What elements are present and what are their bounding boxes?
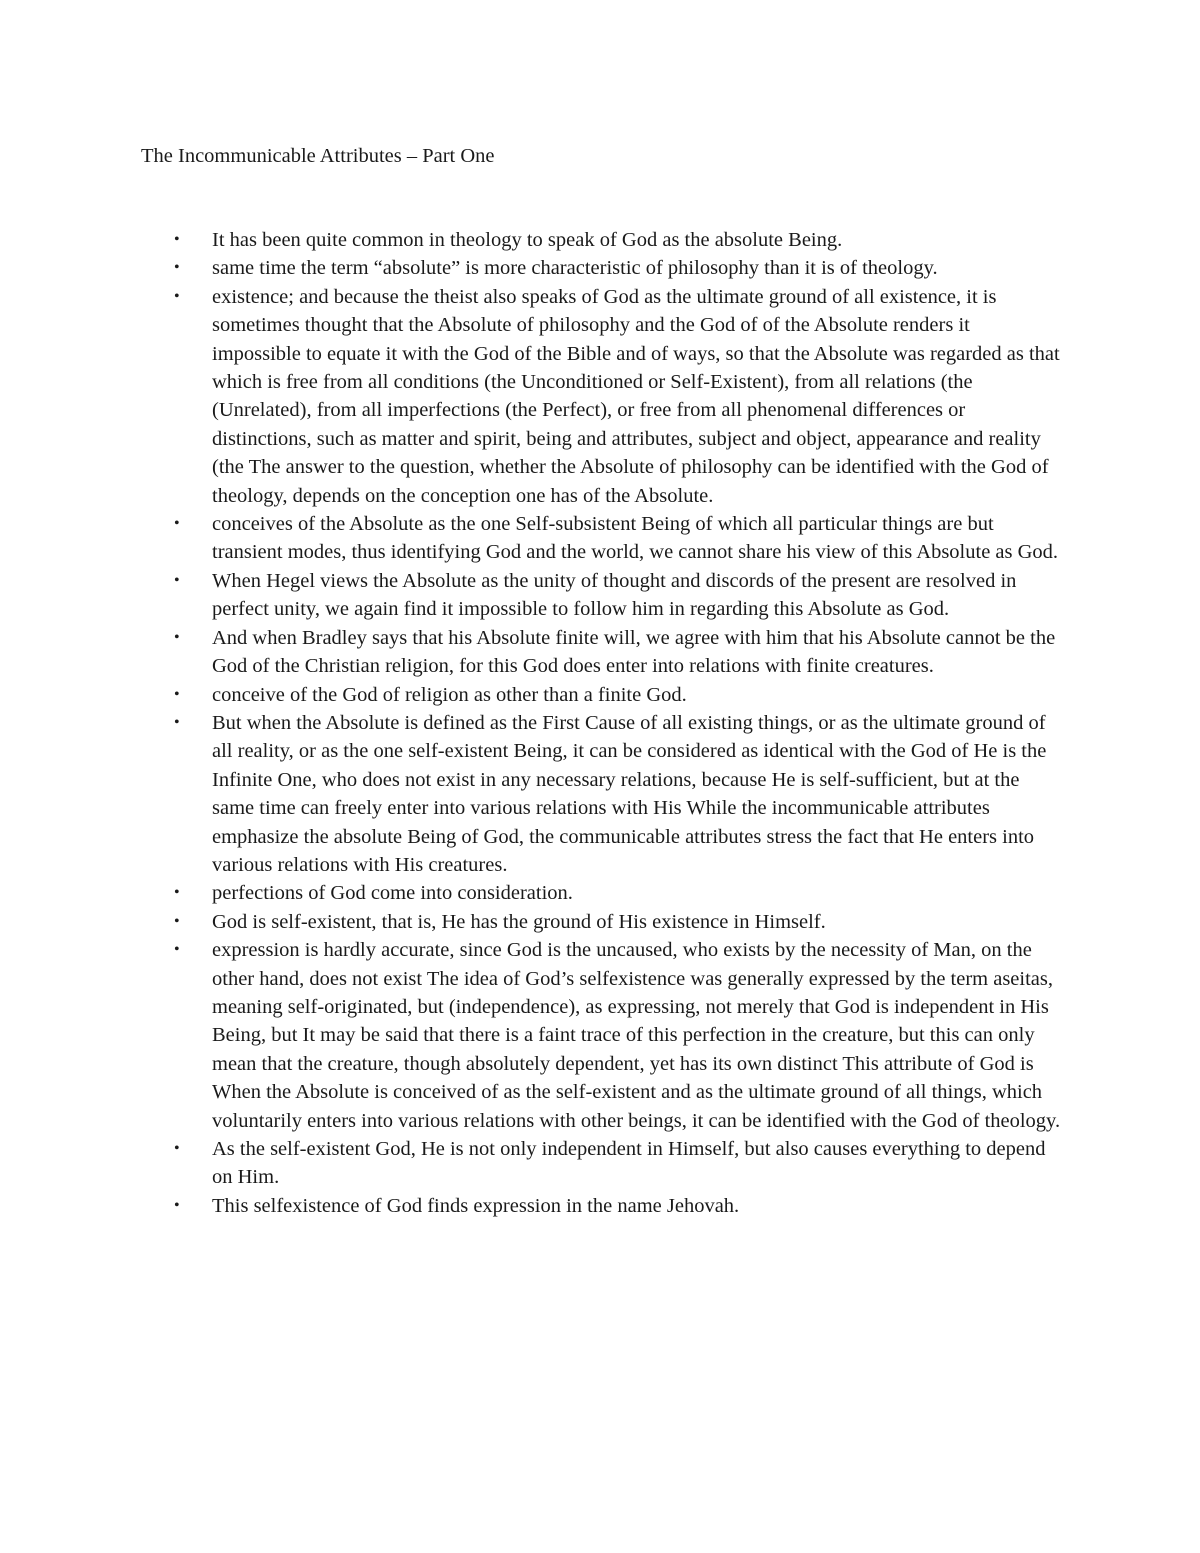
list-item [0,908,1062,936]
bullet-text: When Hegel views the Absolute as the unity of thought and discords of the present are resolved in perfect unity, we again find it impossible to follow him in regarding this Absolute as God. [212,569,1017,621]
bullet-icon: • [174,259,180,277]
bullet-icon: • [174,685,180,703]
list-item [0,681,1062,709]
bullet-text: conceives of the Absolute as the one Self-subsistent Being of which all particular things are but transient modes, thus identifying God and the world, we cannot share his view of this Absolute as God. [212,513,1059,564]
list-item [0,709,1062,879]
bullet-text: This selfexistence of God finds expression in the name Jehovah. [212,1194,740,1217]
bullet-icon: • [174,287,180,305]
list-item [0,283,1062,510]
list-item [0,226,1062,254]
bullet-icon: • [174,571,180,589]
bullet-text: perfections of God come into consideration. [212,882,573,905]
bullet-text: expression is hardly accurate, since God is the uncaused, who exists by the necessity of Man, on the other hand, does not exist The idea of God’s selfexistence was generally expressed by the term aseitas, meaning self-originated, but (independence), as expressing, not merely that God is independent in His Being, but It may be said that there is a faint trace of this perfection in the creature, but this can only mean that the creature, though absolutely dependent, yet has its own distinct This attribute of God is When the Absolute is conceived of as the self-existent and as the ultimate ground of all things, which voluntarily enters into various relations with other beings, it can be identified with the God of theology. [212,939,1061,1132]
bullet-text: existence; and because the theist also speaks of God as the ultimate ground of all existence, it is sometimes thought that the Absolute of philosophy and the God of of the Absolute renders it impossible to equate it with the God of the Bible and of ways, so that the Absolute was regarded as that which is free from all conditions (the Unconditioned or Self-Existent), from all relations (the (Unrelated), from all imperfections (the Perfect), or free from all phenomenal differences or distinctions, such as matter and spirit, being and attributes, subject and object, appearance and reality (the The answer to the question, whether the Absolute of philosophy can be identified with the God of theology, depends on the conception one has of the Absolute. [212,285,1060,507]
document-title: The Incommunicable Attributes – Part One [141,145,495,167]
bullet-icon: • [174,884,180,902]
bullet-icon: • [174,941,180,959]
list-item [0,510,1062,567]
bullet-text: But when the Absolute is defined as the First Cause of all existing things, or as the ultimate ground of all reality, or as the one self-existent Being, it can be considered as identical with the God of He is the Infinite One, who does not exist in any necessary relations, because He is self-sufficient, but at the same time can freely enter into various relations with His While the incommunicable attributes emphasize the absolute Being of God, the communicable attributes stress the fact that He enters into various relations with His creatures. [212,711,1047,876]
bullet-text: And when Bradley says that his Absolute finite will, we agree with him that his Absolute cannot be the God of the Christian religion, for this God does enter into relations with finite creatures. [212,626,1056,678]
list-item [0,936,1062,1135]
bullet-icon: • [174,713,180,731]
bullet-text: God is self-existent, that is, He has the ground of His existence in Himself. [212,910,826,933]
list-item [0,1135,1062,1192]
bullet-text: It has been quite common in theology to speak of God as the absolute Being. [212,229,843,251]
list-item [0,879,1062,907]
bullet-icon: • [174,912,180,930]
list-item [0,1192,1062,1220]
list-item [0,567,1062,624]
list-item [0,254,1062,282]
bullet-icon: • [174,515,180,533]
bullet-icon: • [174,231,180,248]
bullet-icon: • [174,1140,180,1157]
list-item [0,624,1062,681]
bullet-text: As the self-existent God, He is not only independent in Himself, but also causes everything to depend on Him. [212,1138,1046,1189]
bullet-list [0,226,1200,1220]
bullet-icon: • [174,628,180,646]
bullet-icon: • [174,1196,180,1214]
bullet-text: same time the term “absolute” is more characteristic of philosophy than it is of theology. [212,257,938,280]
bullet-text: conceive of the God of religion as other than a finite God. [212,683,687,706]
